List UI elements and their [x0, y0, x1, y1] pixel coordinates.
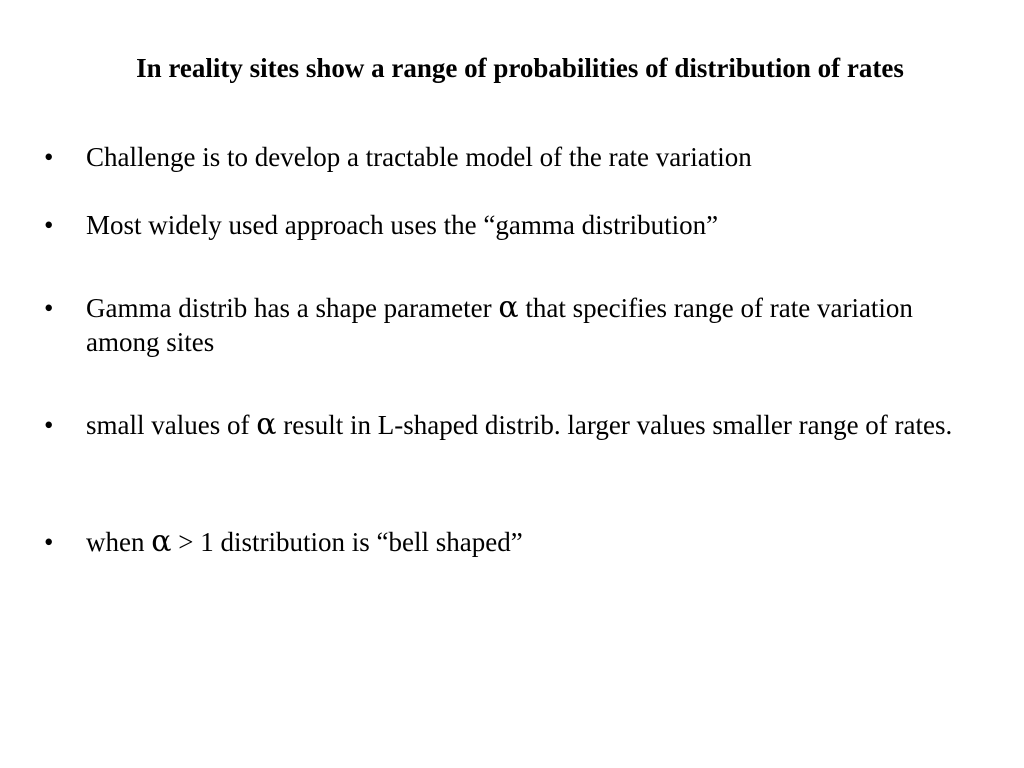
bullet-text-segment: Gamma distrib has a shape parameter	[86, 293, 499, 323]
bullet-marker: •	[44, 210, 54, 240]
bullet-text	[86, 291, 966, 359]
bullet-text	[86, 140, 966, 174]
bullet-marker: •	[44, 142, 54, 172]
bullet-marker: •	[44, 293, 54, 323]
bullet-text	[86, 525, 966, 559]
bullet-marker: •	[44, 410, 54, 440]
bullet-text-segment: small values of	[86, 410, 257, 440]
bullet-text-segment: result in L-shaped distrib. larger values smaller range of rates.	[276, 410, 953, 440]
bullet-text-segment: Challenge is to develop a tractable model of the rate variation	[86, 142, 752, 172]
alpha-symbol: α	[151, 524, 172, 559]
bullet-text	[86, 208, 966, 242]
bullet-text-segment: > 1 distribution is “bell shaped”	[171, 527, 523, 557]
alpha-symbol: α	[256, 407, 277, 442]
slide-title: In reality sites show a range of probabilities of distribution of rates	[136, 53, 904, 83]
bullet-text-segment: that specifies range of rate variation among sites	[86, 293, 913, 357]
bullet-text	[86, 408, 966, 442]
bullet-marker: •	[44, 527, 54, 557]
bullet-text-segment: Most widely used approach uses the “gamma distribution”	[86, 210, 719, 240]
bullet-text-segment: when	[86, 527, 152, 557]
alpha-symbol: α	[498, 290, 519, 325]
